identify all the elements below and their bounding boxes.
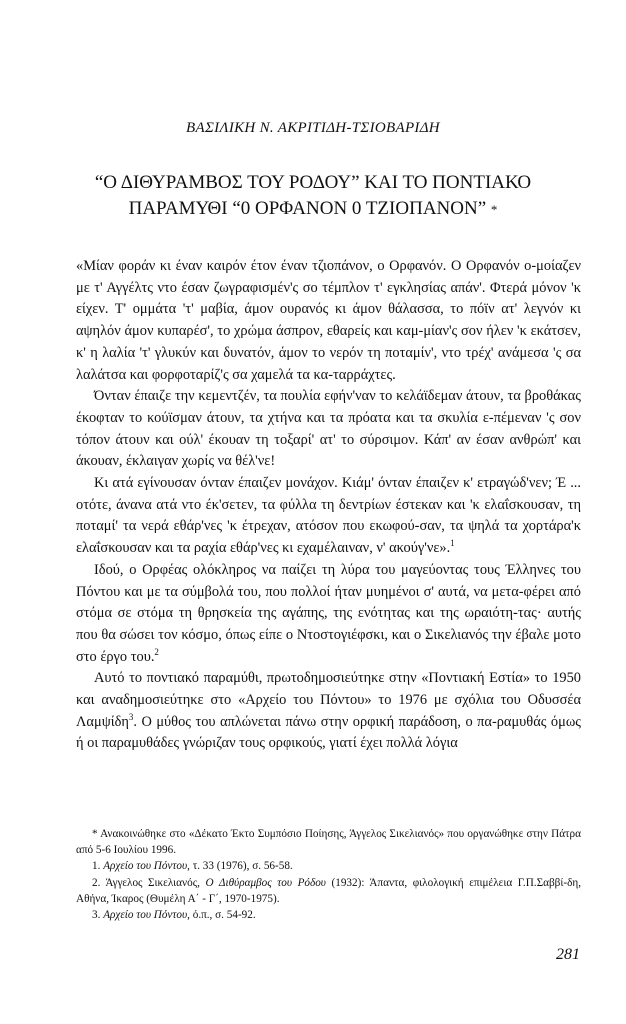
paragraph-5 <box>76 668 581 755</box>
title-line-2 <box>60 196 566 223</box>
footnote-ref-1: 1 <box>450 538 455 549</box>
paragraph-5-tail: . Ο μύθος του απλώνεται πάνω στην ορφική παράδοση, ο πα-ραμυθάς όμως ή οι παραμυθάδες γνώριζαν τους ορφικούς, γιατί έχει πολλά λόγια <box>76 713 581 752</box>
footnote-2-rest: (1932): Άπαντα, φιλολογική επιμέλεια Γ.Π.Σαββί-δη, Αθήνα, Ίκαρος (Θυμέλη Α΄ - Γ΄, 1970-1975). <box>76 876 581 905</box>
paragraph-2: Όνταν έπαιζε την κεμεντζέν, τα πουλία εφήν'ναν το κελάϊδεμαν άτουν, τα βροθάκας έκοφταν το κούϊσμαν άτουν, τα χτήνα και τα πρόατα και τα σκυλία ε-πέμεναν 'ς σον τόπον άτουν και ούλ' έκουαν τη τοξαρί' ατ' το σύρσιμον. Κάπ' αν έσαν ανθρώπ' και άκουαν, έκλαιγαν χωρίς να θέλ'νε! <box>76 388 581 470</box>
footnote-2-number: 2. <box>92 876 101 889</box>
footnote-3 <box>76 907 581 923</box>
page-number: 281 <box>556 946 580 963</box>
article-title <box>60 170 566 223</box>
footnote-ref-3: 3 <box>128 711 134 722</box>
paragraph-4-text: Ιδού, ο Ορφέας ολόκληρος να παίζει τη λύρα του μαγεύοντας τους Έλληνες του Πόντου και με τα σύμβολά του, που πολλοί ήταν μυημένοι σ' αυτά, να μετα-φέρει από στόμα σε στόμα τη θρησκεία της αγάπης, της ενότητας και της ωραιότη-τας· αυτής που θα σώσει τον κόσμο, όπως είπε ο Ντοστογιέφσκι, και ο Σικελιανός την έβαλε μοτο στο έργο του. <box>76 561 581 665</box>
footnote-3-rest: , ό.π., σ. 54-92. <box>187 909 256 922</box>
title-footnote-marker: * <box>490 202 498 217</box>
footnote-1-rest: , τ. 33 (1976), σ. 56-58. <box>187 860 293 873</box>
paragraph-3-text: Κι ατά εγίνουσαν όνταν έπαιζεν μονάχον. Κιάμ' όνταν έπαιζεν κ' ετραγώδ'νεν; Έ ... οτότε, άνανα ατά ντο έκ'σετεν, τα φύλλα τη δεντρίων έστεκαν και 'κ ελαΐσκουσαν, τη ποταμί' τα νερά εθάρ'νες 'κ έτρεχαν, ατόσον που εκωφού-σαν, τα ψηλά τα χορτάρα'κ ελαΐσκουσαν και τα ραχία εθάρ'νες κι εχαμέλαιναν, ν' ακούγ'νε». <box>76 475 581 557</box>
title-line-1: “Ο ΔΙΘΥΡΑΜΒΟΣ ΤΟΥ ΡΟΔΟΥ” ΚΑΙ ΤΟ ΠΟΝΤΙΑΚΟ <box>94 172 532 193</box>
footnote-1-number: 1. <box>92 860 101 873</box>
paragraph-4 <box>76 560 581 669</box>
footnote-ref-2: 2 <box>154 646 159 657</box>
footnote-2 <box>76 875 581 907</box>
paragraph-5-text: Αυτό το ποντιακό παραμύθι, πρωτοδημοσιεύτηκε στην «Ποντιακή Εστία» το 1950 και αναδημοσιεύτηκε στο «Αρχείο του Πόντου» το 1976 με σχόλια του Οδυσσέα Λαμψίδη <box>76 670 581 730</box>
footnote-3-title: Αρχείο του Πόντου <box>103 909 188 922</box>
footnotes <box>76 826 581 923</box>
body-text <box>76 256 581 755</box>
author-name: ΒΑΣΙΛΙΚΗ Ν. ΑΚΡΙΤΙΔΗ-ΤΣΙΟΒΑΡΙΔΗ <box>186 120 440 136</box>
footnote-1 <box>76 858 581 874</box>
footnote-2-title: Ο Διθύραμβος του Ρόδου <box>205 876 326 889</box>
paragraph-3 <box>76 473 581 560</box>
title-line-2-text: ΠΑΡΑΜΥΘΙ “0 ΟΡΦΑΝΟΝ 0 ΤΖΙΟΠΑΝΟΝ” <box>128 198 487 219</box>
paragraph-1: «Μίαν φοράν κι έναν καιρόν έτον έναν τζιοπάνον, ο Ορφανόν. Ο Ορφανόν ο-μοίαζεν με τ' Αγγέλτς ντο έσαν ζωγραφισμέν'ς σο τέμπλον τ' εγκλησίας απάν'. Φτερά μόνον 'κ είχεν. Τ' ομμάτα 'τ' μαβία, άμον ουρανός κι άμον θάλασσα, το πόϊν ατ' λεγνόν κι αψηλόν άμον κυπαρέσ', το χρώμα άσπρον, εθαρείς και καμ-μίαν'ς σον ήλεν 'κ εκάτσεν, κ' η λαλία 'τ' γλυκύν και δυνατόν, άμον το νερόν τη ποταμίν', ντο τρέχ' ανάμεσα 'ς σα λαλάτσα και φορφοταρίζ'ς σα χαμελά τα κα-ταρράχτες. <box>76 258 581 383</box>
footnote-2-author: Άγγελος Σικελιανός, <box>105 876 206 889</box>
footnote-star: * Ανακοινώθηκε στο «Δέκατο Έκτο Συμπόσιο Ποίησης, Άγγελος Σικελιανός» που οργανώθηκε στην Πάτρα από 5-6 Ιουλίου 1996. <box>76 828 581 857</box>
footnote-3-number: 3. <box>92 909 101 922</box>
footnote-1-title: Αρχείο του Πόντου <box>103 860 188 873</box>
